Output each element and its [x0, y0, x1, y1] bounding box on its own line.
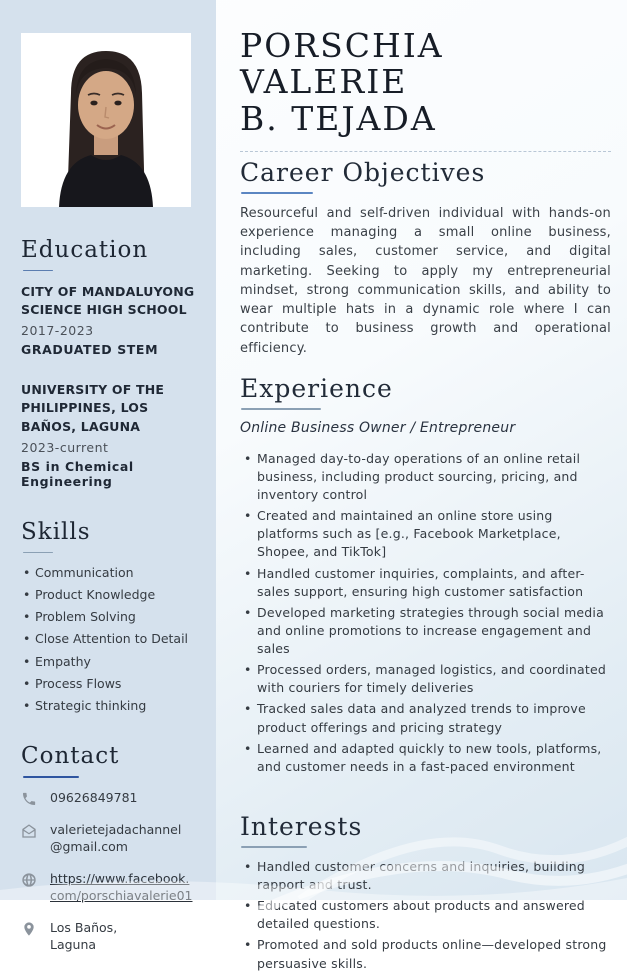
skill-item: • Problem Solving — [21, 609, 198, 624]
person-name: PORSCHIA VALERIE B. TEJADA — [240, 26, 444, 138]
contact-underline — [23, 776, 79, 778]
location-pin-icon — [21, 921, 37, 937]
contact-phone-row — [21, 790, 198, 807]
experience-bullet: • Created and maintained an online store using platforms such as [e.g., Facebook Marketplace, Shopee, and TikTok] — [240, 507, 611, 561]
experience-bullet: • Learned and adapted quickly to new tools, platforms, and customer needs in a fast-paced environment — [240, 740, 611, 776]
experience-bullet: • Handled customer inquiries, complaints, and after-sales support, ensuring high customer satisfaction — [240, 565, 611, 601]
skill-item: • Empathy — [21, 654, 198, 669]
skills-section — [21, 519, 198, 714]
job-title: Online Business Owner / Entrepreneur — [240, 419, 516, 436]
school-name: CITY OF MANDALUYONG SCIENCE HIGH SCHOOL — [21, 284, 195, 318]
dashed-separator — [240, 151, 611, 152]
interests-bullet-list — [240, 858, 611, 973]
interest-bullet: • Promoted and sold products online—developed strong persuasive skills. — [240, 936, 611, 972]
school-degree: BS in Chemical Engineering — [21, 458, 134, 489]
interest-bullet: • Handled customer concerns and inquiries, building rapport and trust. — [240, 858, 611, 894]
contact-website-row — [21, 871, 198, 905]
education-entry — [21, 283, 198, 357]
career-objectives-heading: Career Objectives — [240, 157, 486, 187]
skill-item: • Process Flows — [21, 676, 198, 691]
skill-item: • Close Attention to Detail — [21, 631, 198, 646]
interests-heading: Interests — [240, 811, 363, 841]
experience-bullet: • Tracked sales data and analyzed trends to improve product offerings and pricing strategy — [240, 700, 611, 736]
school-name: UNIVERSITY OF THE PHILIPPINES, LOS BAÑOS, LAGUNA — [21, 382, 165, 434]
contact-location-row — [21, 920, 198, 954]
interests-underline — [241, 846, 307, 848]
interest-bullet: • Educated customers about products and answered detailed questions. — [240, 897, 611, 933]
contact-section — [21, 743, 198, 953]
skill-item: • Communication — [21, 565, 198, 580]
main-column — [216, 0, 627, 971]
experience-bullet-list — [240, 450, 611, 776]
location-text: Los Baños, Laguna — [50, 919, 118, 952]
contact-heading: Contact — [21, 743, 120, 770]
profile-photo — [21, 33, 191, 207]
career-objectives-body: Resourceful and self-driven individual with hands-on experience managing a small online business, including sales, customer service, and digital marketing. Seeking to apply my entrepreneurial mindset, strong communication skills, and ability to wear multiple hats in a dynamic role where I can contribute to business growth and operational efficiency. — [240, 205, 611, 356]
facebook-link[interactable]: https://www.facebook. com/porschiavalerie01 — [50, 871, 193, 903]
experience-section — [240, 374, 611, 776]
skills-list — [21, 565, 198, 714]
profile-photo-illustration — [21, 33, 191, 207]
sidebar — [0, 0, 216, 952]
email-icon — [21, 823, 37, 839]
skill-item: • Product Knowledge — [21, 587, 198, 602]
career-objectives-section — [240, 158, 611, 358]
experience-bullet: • Managed day-to-day operations of an online retail business, including product sourcing, pricing, and inventory control — [240, 450, 611, 504]
school-period: 2017-2023 — [21, 323, 94, 339]
experience-bullet: • Processed orders, managed logistics, and coordinated with couriers for timely deliveries — [240, 661, 611, 697]
interests-section — [240, 812, 611, 973]
skill-item: • Strategic thinking — [21, 698, 198, 713]
school-period: 2023-current — [21, 439, 109, 455]
globe-icon — [21, 872, 37, 888]
education-underline — [23, 270, 53, 271]
education-entry — [21, 381, 198, 488]
experience-heading: Experience — [240, 373, 393, 403]
education-section — [21, 237, 198, 489]
career-objectives-underline — [241, 192, 313, 194]
email-address: valerietejadachannel @gmail.com — [50, 822, 182, 855]
skills-heading: Skills — [21, 518, 91, 545]
phone-icon — [21, 791, 37, 807]
skills-underline — [23, 552, 53, 553]
education-heading: Education — [21, 237, 149, 263]
phone-number: 09626849781 — [50, 790, 138, 806]
experience-underline — [241, 408, 321, 410]
contact-email-row — [21, 822, 198, 856]
experience-bullet: • Developed marketing strategies through social media and online promotions to increase engagement and sales — [240, 604, 611, 658]
school-degree: GRADUATED STEM — [21, 342, 159, 358]
